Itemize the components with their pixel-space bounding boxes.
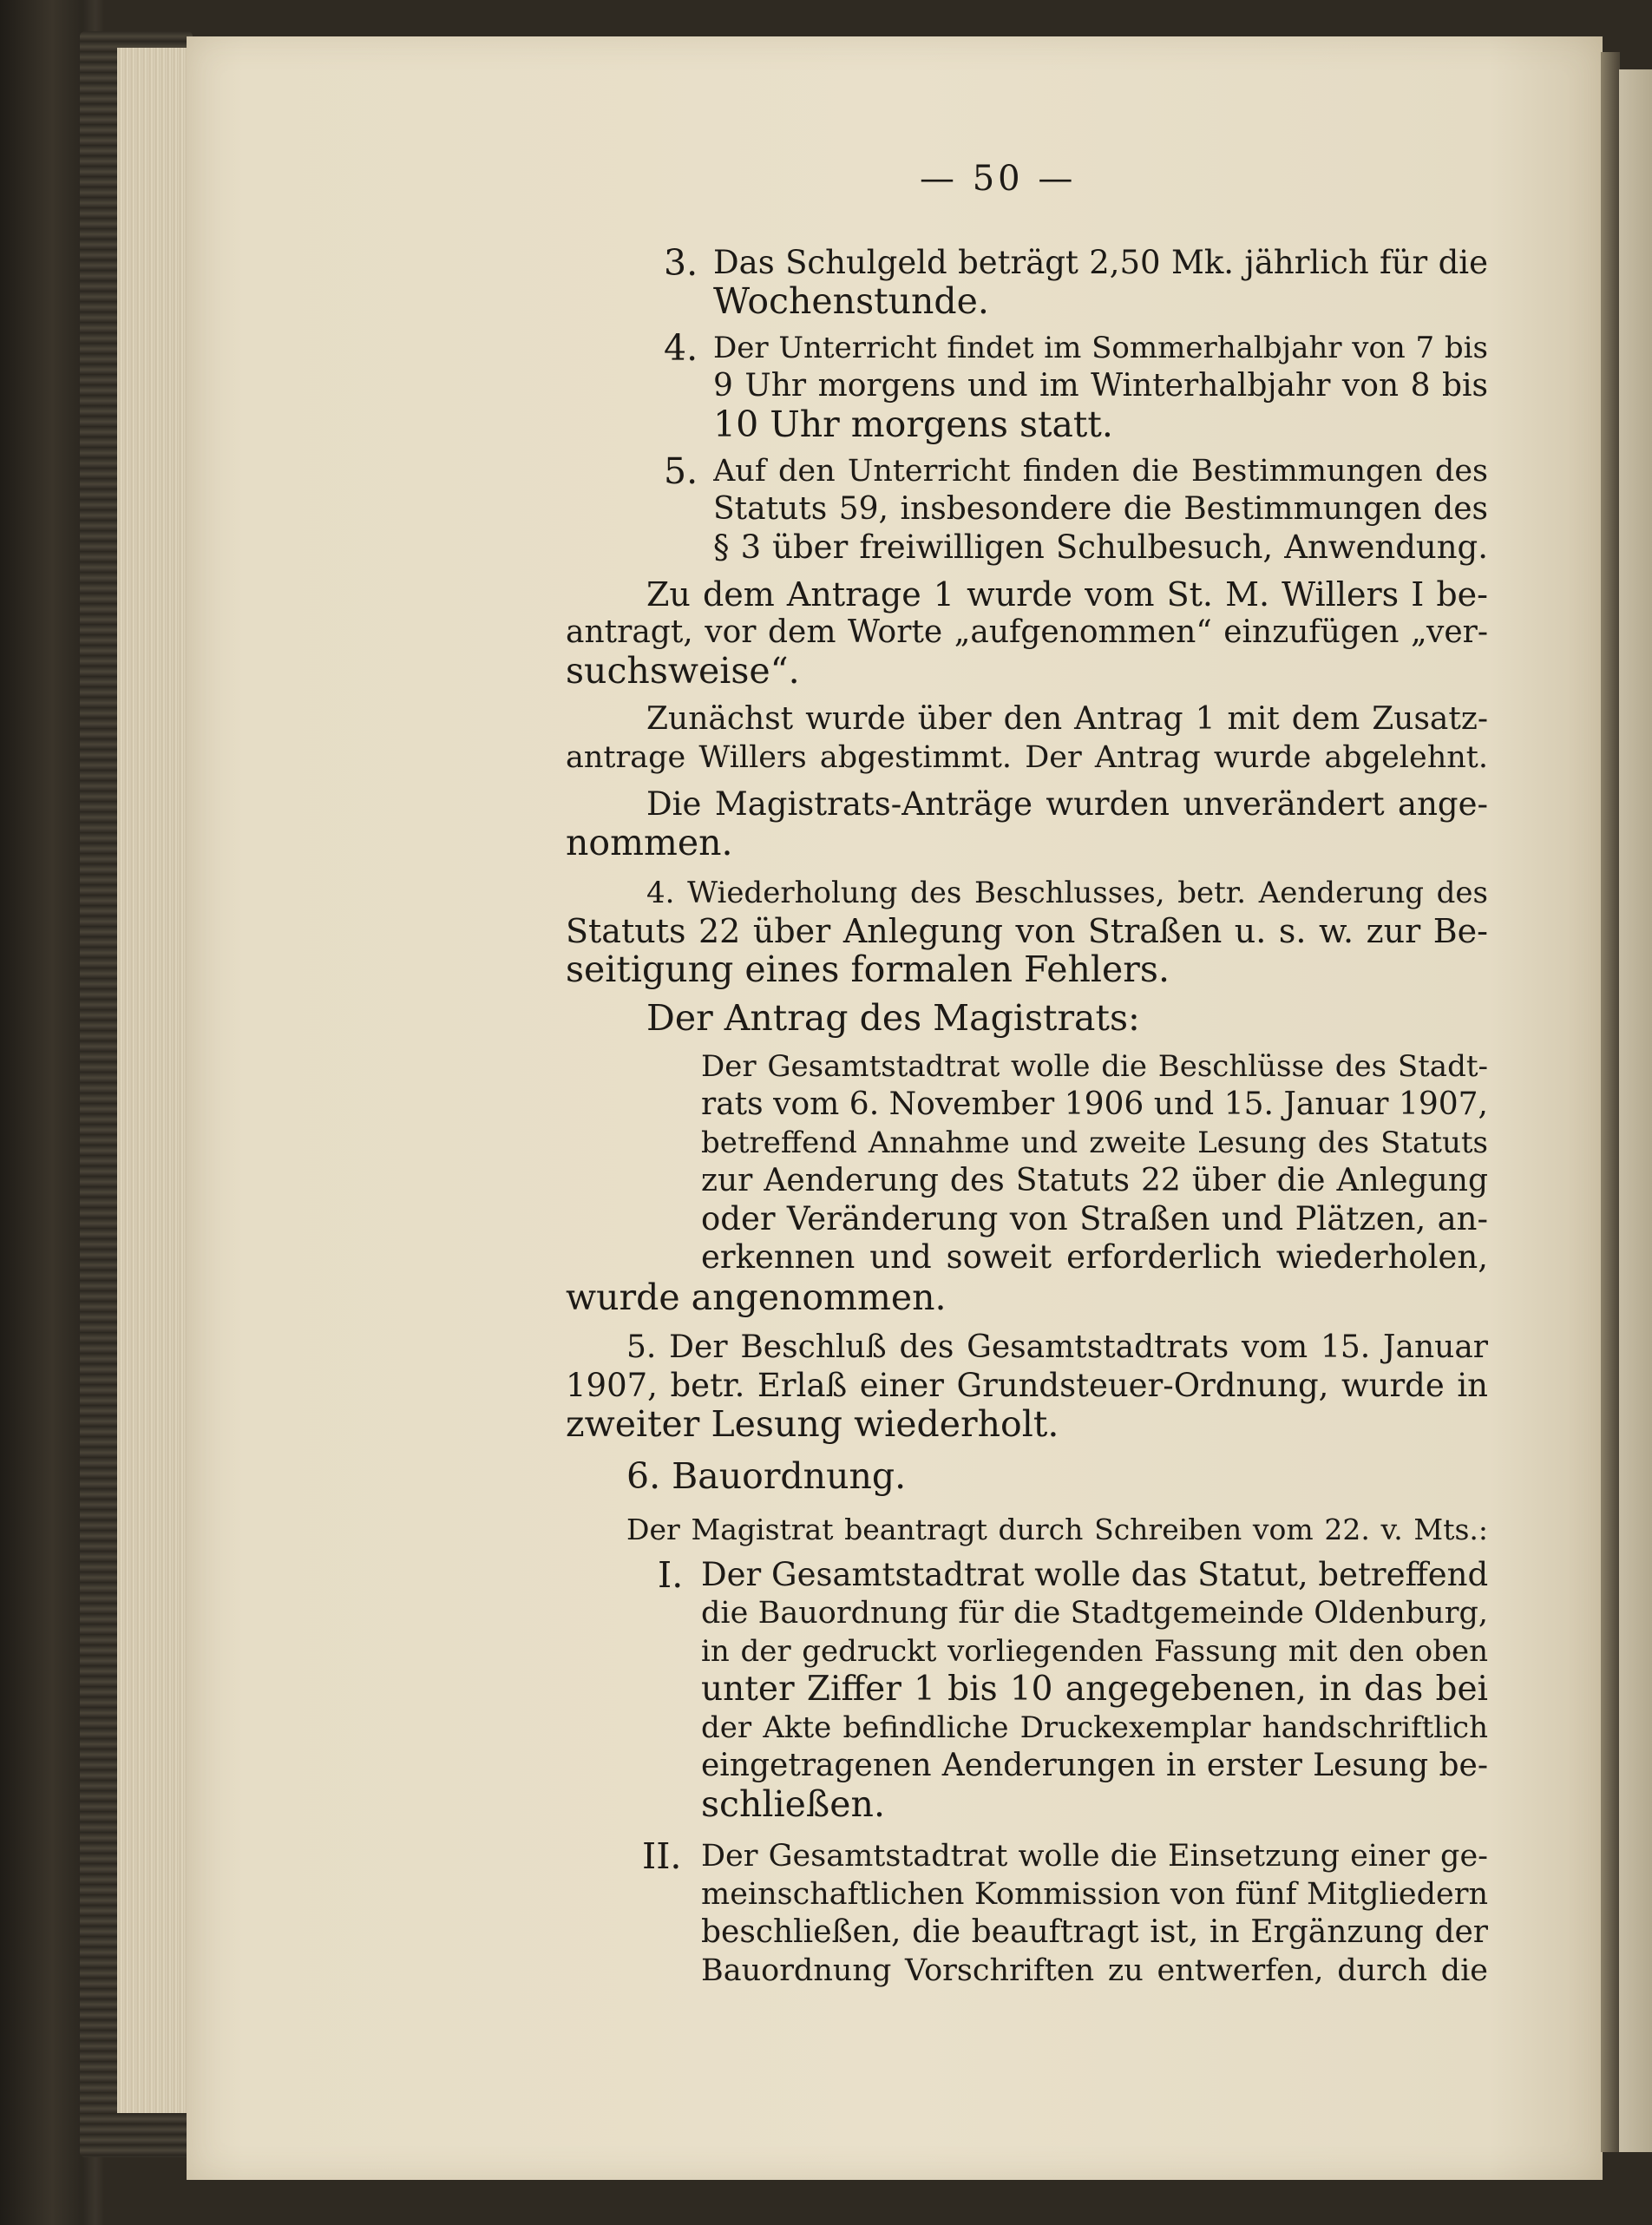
item-number: 3.: [664, 242, 698, 284]
text-line: antragt, vor dem Worte „aufgenommen“ einzufügen „ver-: [566, 614, 1488, 650]
section-heading: 6. Bauordnung.: [626, 1456, 907, 1496]
item-number: II.: [642, 1835, 682, 1877]
text-line: Der Gesamtstadtrat wolle die Beschlüsse des Stadt-: [701, 1049, 1488, 1084]
text-line: 4. Wiederholung des Beschlusses, betr. Aenderung des: [646, 876, 1488, 910]
text-line: Statuts 22 über Anlegung von Straßen u. s. w. zur Be-: [566, 912, 1488, 950]
text-line: suchsweise“.: [566, 651, 800, 691]
text-line: Auf den Unterricht finden die Bestimmungen des: [713, 454, 1488, 489]
item-number: I.: [658, 1554, 684, 1596]
text-line: Bauordnung Vorschriften zu entwerfen, durch die: [701, 1953, 1488, 1988]
text-line: die Bauordnung für die Stadtgemeinde Oldenburg,: [701, 1596, 1488, 1631]
text-line: Wochenstunde.: [713, 281, 989, 321]
text-line: 5. Der Beschluß des Gesamtstadtrats vom 15. Januar: [626, 1329, 1488, 1365]
text-line: Der Gesamtstadtrat wolle die Einsetzung einer ge-: [701, 1839, 1488, 1874]
text-line: betreffend Annahme und zweite Lesung des Statuts: [701, 1126, 1488, 1160]
text-line: wurde angenommen.: [566, 1277, 947, 1317]
item-number: 4.: [664, 327, 698, 369]
text-line: 9 Uhr morgens und im Winterhalbjahr von 8 bis: [713, 368, 1488, 404]
text-line: der Akte befindliche Druckexemplar handschriftlich: [701, 1710, 1488, 1745]
text-line: seitigung eines formalen Fehlers.: [566, 949, 1170, 989]
text-line: Statuts 59, insbesondere die Bestimmungen des: [713, 491, 1488, 527]
text-line: zweiter Lesung wiederholt.: [566, 1404, 1059, 1444]
text-line: erkennen und soweit erforderlich wiederholen,: [701, 1238, 1488, 1276]
text-line: in der gedruckt vorliegenden Fassung mit den oben: [701, 1634, 1488, 1669]
text-line: unter Ziffer 1 bis 10 angegebenen, in das bei: [701, 1670, 1488, 1709]
text-line: Die Magistrats-Anträge wurden unverändert ange-: [646, 785, 1488, 823]
text-line: meinschaftlichen Kommission von fünf Mitgliedern: [701, 1877, 1488, 1912]
text-line: Zunächst wurde über den Antrag 1 mit dem Zusatz-: [646, 701, 1488, 737]
item-number: 5.: [664, 450, 698, 492]
text-line: Zu dem Antrage 1 wurde vom St. M. Willers I be-: [646, 575, 1488, 614]
text-line: 1907, betr. Erlaß einer Grundsteuer-Ordnung, wurde in: [566, 1367, 1488, 1404]
text-line: Der Antrag des Magistrats:: [646, 998, 1140, 1038]
text-line: Der Gesamtstadtrat wolle das Statut, betreffend: [701, 1556, 1488, 1593]
text-line: 10 Uhr morgens statt.: [713, 404, 1113, 444]
text-line: rats vom 6. November 1906 und 15. Januar 1907,: [701, 1086, 1488, 1122]
text-line: Der Magistrat beantragt durch Schreiben vom 22. v. Mts.:: [626, 1513, 1488, 1546]
text-line: § 3 über freiwilligen Schulbesuch, Anwendung.: [713, 528, 1488, 566]
text-line: eingetragenen Aenderungen in erster Lesung be-: [701, 1748, 1488, 1783]
text-line: beschließen, die beauftragt ist, in Ergänzung der: [701, 1914, 1488, 1950]
text-line: zur Aenderung des Statuts 22 über die Anlegung: [701, 1163, 1488, 1198]
page-number: — 50 —: [920, 159, 1077, 199]
text-line: nommen.: [566, 823, 733, 863]
text-line: Der Unterricht findet im Sommerhalbjahr von 7 bis: [713, 331, 1488, 365]
text-line: oder Veränderung von Straßen und Plätzen, an-: [701, 1200, 1488, 1237]
text-line: schließen.: [701, 1784, 885, 1824]
text-line: antrage Willers abgestimmt. Der Antrag wurde abgelehnt.: [566, 740, 1488, 775]
text-line: Das Schulgeld beträgt 2,50 Mk. jährlich für die: [713, 244, 1488, 281]
